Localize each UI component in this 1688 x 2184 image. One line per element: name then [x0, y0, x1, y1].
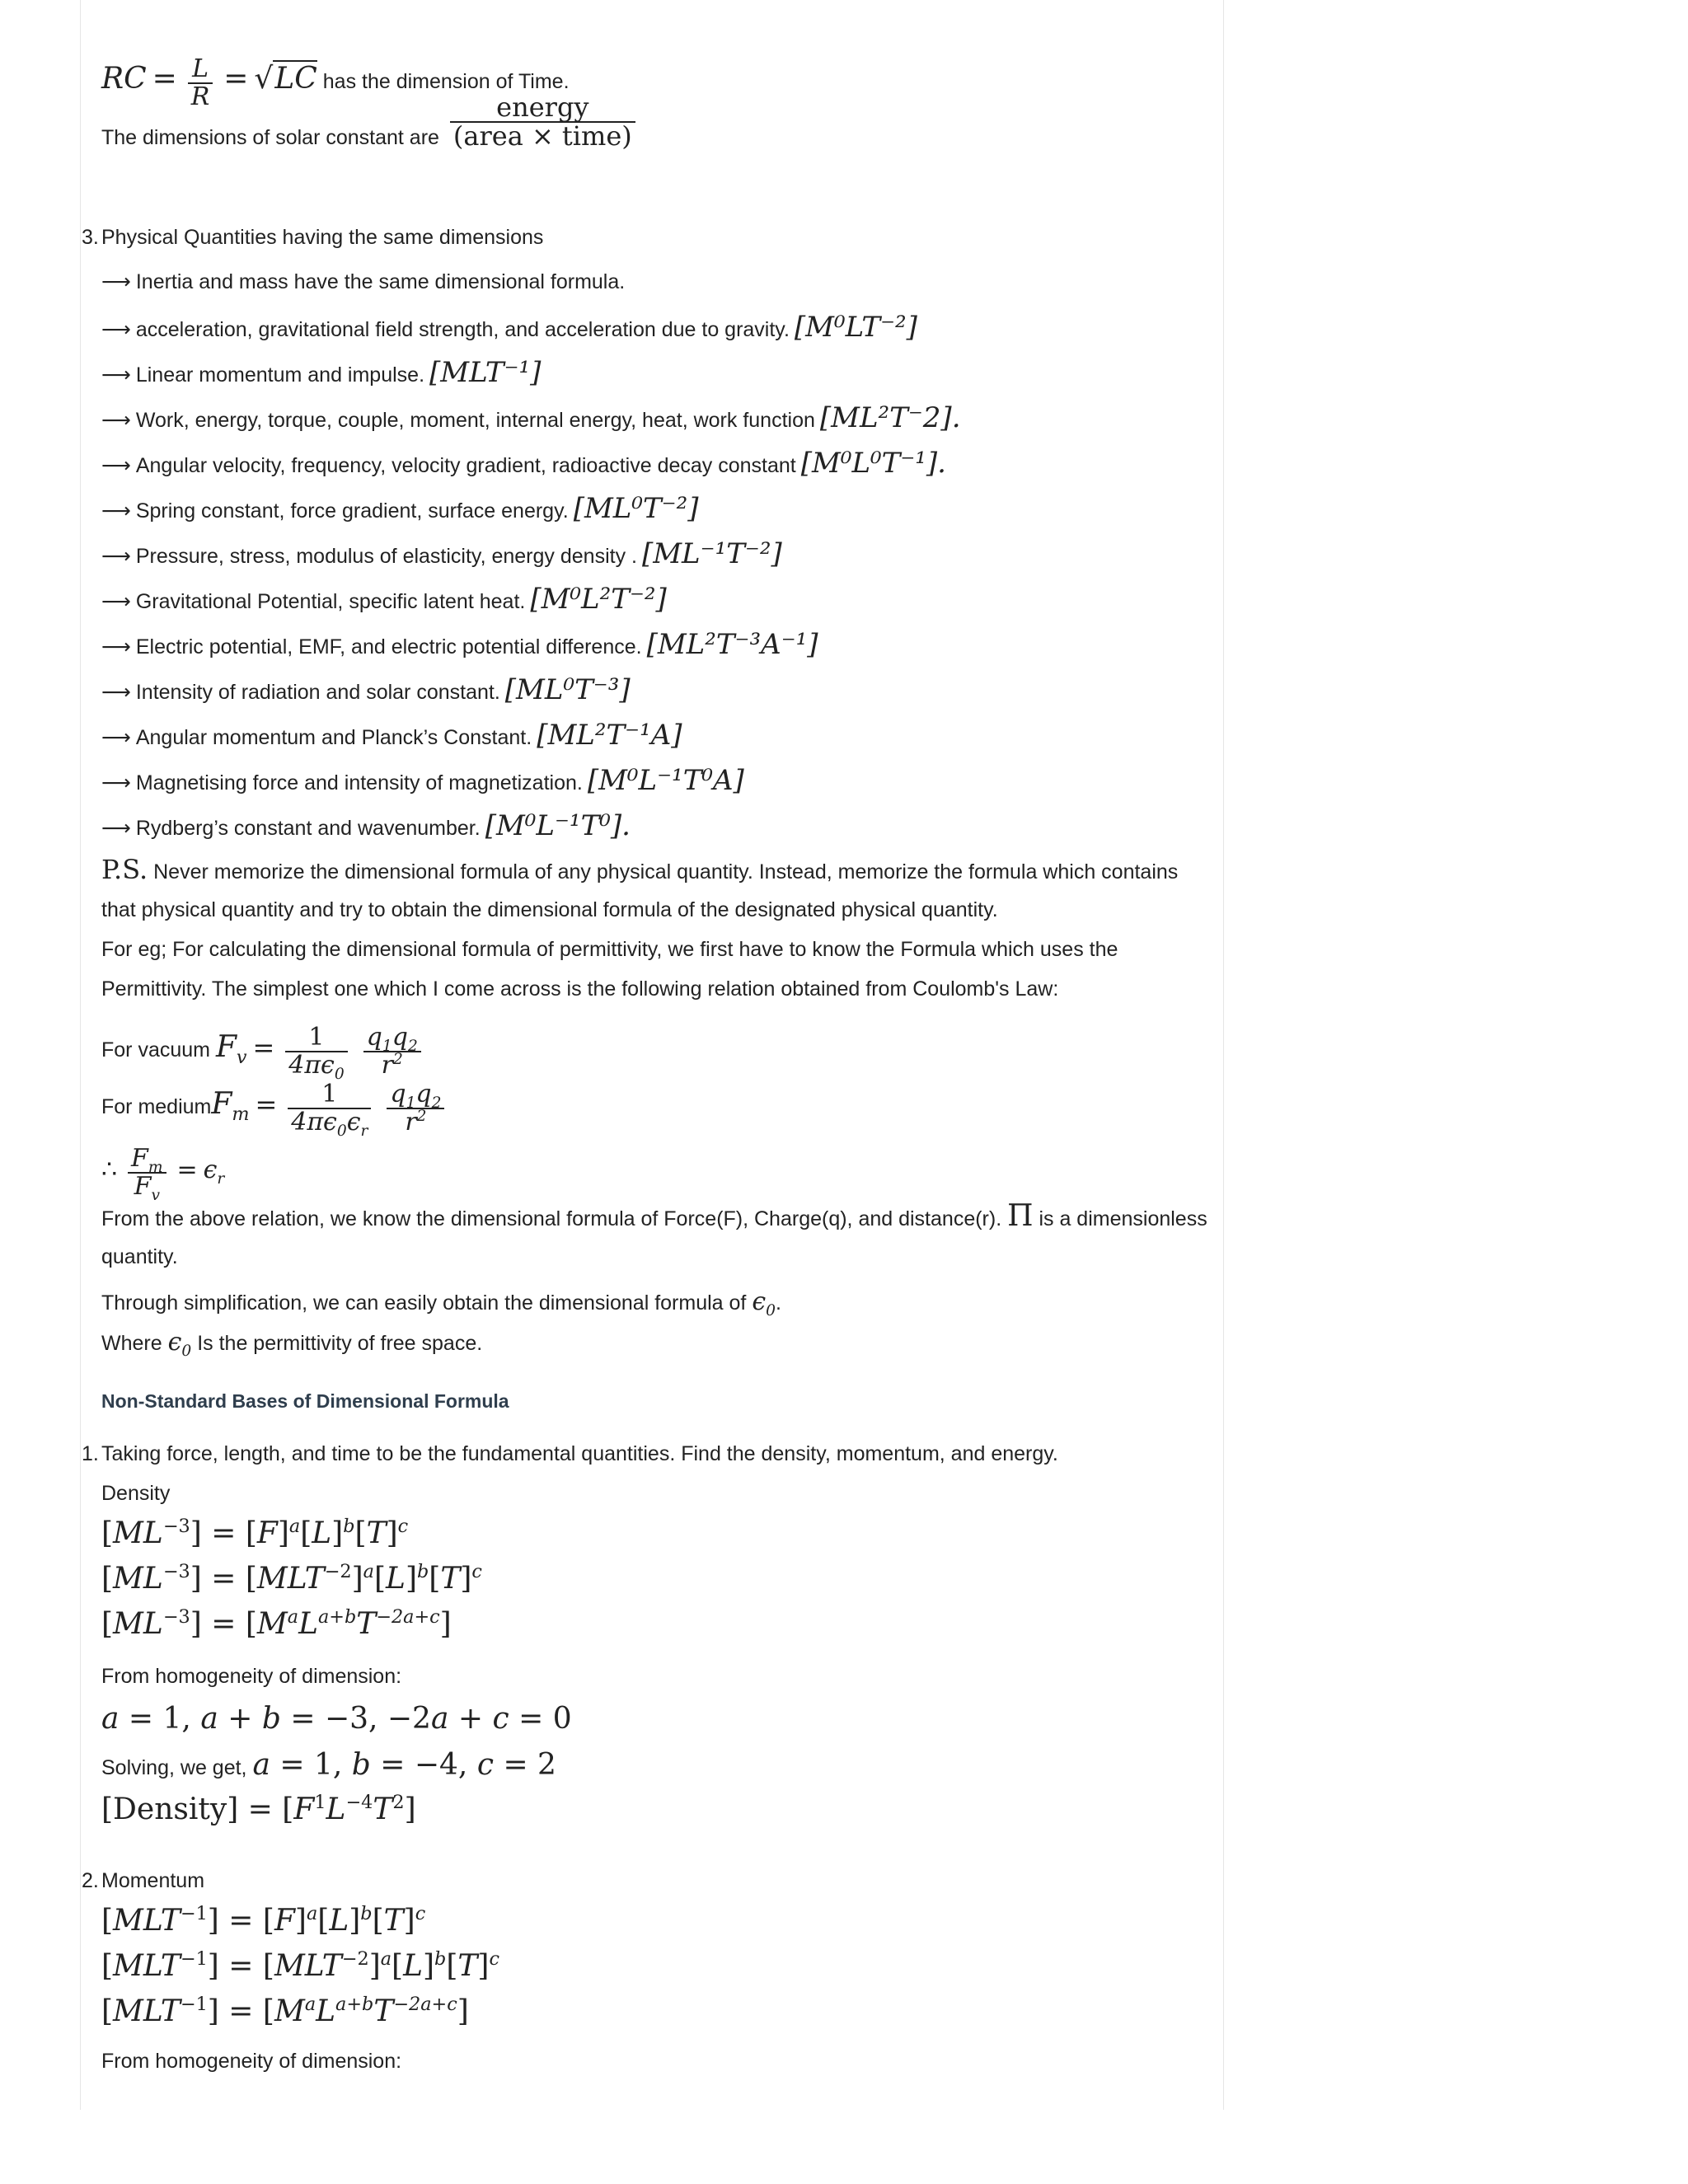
list-item [101, 809, 631, 842]
section3-title-text: Physical Quantities having the same dimensions [101, 226, 544, 249]
list-item-text: Intensity of radiation and solar constant. [135, 681, 500, 704]
list-item [101, 356, 542, 389]
therefore-line: ∴ $\frac{F_m}{F_v}$ = $\epsilon_r$ [101, 1144, 225, 1204]
list-item [101, 630, 818, 661]
list-item [101, 673, 631, 706]
density-eq2: $[ML^{-3}] = [MLT^{-2}]^a[L]^b[T]^c$ [101, 1561, 482, 1596]
after-line3: Through simplification, we can easily obtain the dimensional formula of $\epsilon_0$. [101, 1287, 781, 1319]
rc-time-text: has the dimension of Time. [322, 70, 570, 94]
rc-equation: RC = $\frac{L}{R}$ = √LC has the dimension of Time. [101, 54, 570, 111]
list-item-text: Gravitational Potential, specific latent heat. [135, 590, 526, 613]
arrow-icon: ⟶ [101, 771, 131, 794]
list-item-text: Electric potential, EMF, and electric potential difference. [135, 635, 642, 658]
ps-text-1: Never memorize the dimensional formula of any physical quantity. Instead, memorize the formula which contains [153, 860, 1179, 883]
right-border [1223, 0, 1224, 2110]
density-conditions: a = 1, a + b = −3, −2a + c = 0 [101, 1702, 572, 1736]
momentum-eq2: $[MLT^{-1}] = [MLT^{-2}]^a[L]^b[T]^c$ [101, 1948, 499, 1983]
density-eq3: $[ML^{-3}] = [M^aL^{a+b}T^{-2a+c}]$ [101, 1606, 452, 1641]
arrow-icon: ⟶ [101, 545, 131, 568]
list-item [101, 721, 682, 752]
momentum-eq3: $[MLT^{-1}] = [M^aL^{a+b}T^{-2a+c}]$ [101, 1994, 469, 2028]
arrow-icon: ⟶ [101, 409, 131, 432]
solar-constant-line [101, 91, 640, 152]
pi-symbol: Π [1007, 1199, 1034, 1233]
arrow-icon: ⟶ [101, 726, 131, 749]
after-text-4a: Where [101, 1332, 162, 1355]
after-text-4b: Is the permittivity of free space. [197, 1332, 483, 1355]
arrow-icon: ⟶ [101, 681, 131, 704]
list-item-formula: [M⁰L⁰T⁻¹]. [800, 447, 946, 480]
list-item-formula: [M⁰L⁻¹T⁰]. [485, 809, 631, 842]
list-item [101, 268, 625, 296]
q1-line [82, 1440, 1058, 1468]
medium-label: For medium [101, 1095, 212, 1119]
list-item [101, 401, 961, 434]
after-line2: quantity. [101, 1245, 178, 1268]
ps-label: P.S. [101, 854, 148, 885]
momentum-label: Momentum [101, 1869, 205, 1892]
momentum-eq1: $[MLT^{-1}] = [F]^a[L]^b[T]^c$ [101, 1903, 426, 1938]
arrow-icon: ⟶ [101, 499, 131, 523]
list-item-text: Inertia and mass have the same dimensional formula. [135, 270, 626, 293]
list-item [101, 537, 782, 570]
after-text-1b: is a dimensionless [1039, 1207, 1207, 1230]
list-item-formula: [M⁰LT⁻²] [794, 311, 917, 344]
coulomb-vacuum: For vacuum $F_v$ = $\frac{1}{4\pi\epsilon_0}$ $\frac{q_1q_2}{r^2}$ [101, 1024, 426, 1078]
solar-prefix: The dimensions of solar constant are [101, 126, 439, 149]
list-item-text: Magnetising force and intensity of magnetization. [135, 771, 583, 794]
list-item-text: Rydberg’s constant and wavenumber. [135, 817, 481, 840]
density-result: [Density] = $[F^1L^{-4}T^2]$ [101, 1792, 416, 1826]
solar-numerator: energy [450, 94, 635, 124]
arrow-icon: ⟶ [101, 635, 131, 658]
list-item-text: Angular momentum and Planck’s Constant. [135, 726, 532, 749]
after-line4: Where $\epsilon_0$ Is the permittivity of free space. [101, 1328, 483, 1360]
solving-text: Solving, we get, [101, 1756, 247, 1779]
list-item-text: Angular velocity, frequency, velocity gradient, radioactive decay constant [135, 454, 796, 477]
list-item-text: Pressure, stress, modulus of elasticity, energy density . [135, 545, 637, 568]
density-eq1: $[ML^{-3}] = [F]^a[L]^b[T]^c$ [101, 1516, 409, 1550]
list-item-formula: [M⁰L⁻¹T⁰A] [587, 764, 744, 797]
arrow-icon: ⟶ [101, 363, 131, 387]
arrow-icon: ⟶ [101, 270, 131, 293]
list-item-formula: [ML⁰T⁻³] [504, 673, 631, 706]
solar-denominator: (area × time) [452, 120, 632, 152]
solving-line: Solving, we get, a = 1, b = −4, c = 2 [101, 1748, 556, 1782]
ps-line2: that physical quantity and try to obtain the dimensional formula of the designated physical quantity. [101, 898, 998, 921]
coulomb-medium: For mediumF$_m$ = $\frac{1}{4\pi\epsilon_0\epsilon_r}$ $\frac{q_1q_2}{r^2}$ [101, 1081, 449, 1135]
arrow-icon: ⟶ [101, 590, 131, 613]
ps-line1 [101, 855, 1178, 886]
list-item-formula: [ML²T⁻³A⁻¹] [646, 628, 818, 661]
q2-number: 2. [82, 1869, 99, 1892]
list-item-text: Spring constant, force gradient, surface energy. [135, 499, 569, 523]
section3-number: 3. [82, 226, 99, 249]
q1-text: Taking force, length, and time to be the fundamental quantities. Find the density, momentum, and energy. [101, 1442, 1058, 1465]
ps-line4: Permittivity. The simplest one which I come across is the following relation obtained from Coulomb's Law: [101, 977, 1059, 1001]
list-item-formula: [M⁰L²T⁻²] [530, 583, 667, 616]
therefore-symbol: ∴ [101, 1155, 118, 1185]
list-item-formula: [ML⁰T⁻²] [573, 492, 699, 525]
list-item-formula: [ML²T⁻2]. [819, 401, 961, 434]
list-item-text: Work, energy, torque, couple, moment, internal energy, heat, work function [135, 409, 815, 432]
left-border [80, 0, 81, 2110]
list-item-formula: [ML²T⁻¹A] [537, 719, 682, 752]
after-text-1: From the above relation, we know the dimensional formula of Force(F), Charge(q), and distance(r). [101, 1207, 1002, 1230]
after-line1 [101, 1199, 1207, 1233]
list-item-text: acceleration, gravitational field strength, and acceleration due to gravity. [135, 318, 790, 341]
list-item-formula: [ML⁻¹T⁻²] [641, 537, 782, 570]
arrow-icon: ⟶ [101, 318, 131, 341]
list-item-text: Linear momentum and impulse. [135, 363, 425, 387]
q1-number: 1. [82, 1442, 99, 1465]
density-label: Density [101, 1482, 171, 1505]
list-item [101, 585, 667, 616]
section3-title [82, 223, 544, 251]
arrow-icon: ⟶ [101, 817, 131, 840]
arrow-icon: ⟶ [101, 454, 131, 477]
after-text-3: Through simplification, we can easily obtain the dimensional formula of [101, 1291, 747, 1315]
nonstandard-heading: Non-Standard Bases of Dimensional Formula [101, 1390, 509, 1412]
list-item-formula: [MLT⁻¹] [429, 356, 542, 389]
q2-line [82, 1867, 205, 1895]
list-item [101, 313, 917, 344]
vacuum-label: For vacuum [101, 1038, 210, 1062]
ps-line3: For eg; For calculating the dimensional formula of permittivity, we first have to know the Formula which uses the [101, 938, 1118, 961]
homog-text: From homogeneity of dimension: [101, 1665, 402, 1688]
list-item [101, 766, 744, 797]
homog-text-2: From homogeneity of dimension: [101, 2050, 402, 2073]
list-item [101, 449, 946, 480]
list-item [101, 494, 699, 525]
